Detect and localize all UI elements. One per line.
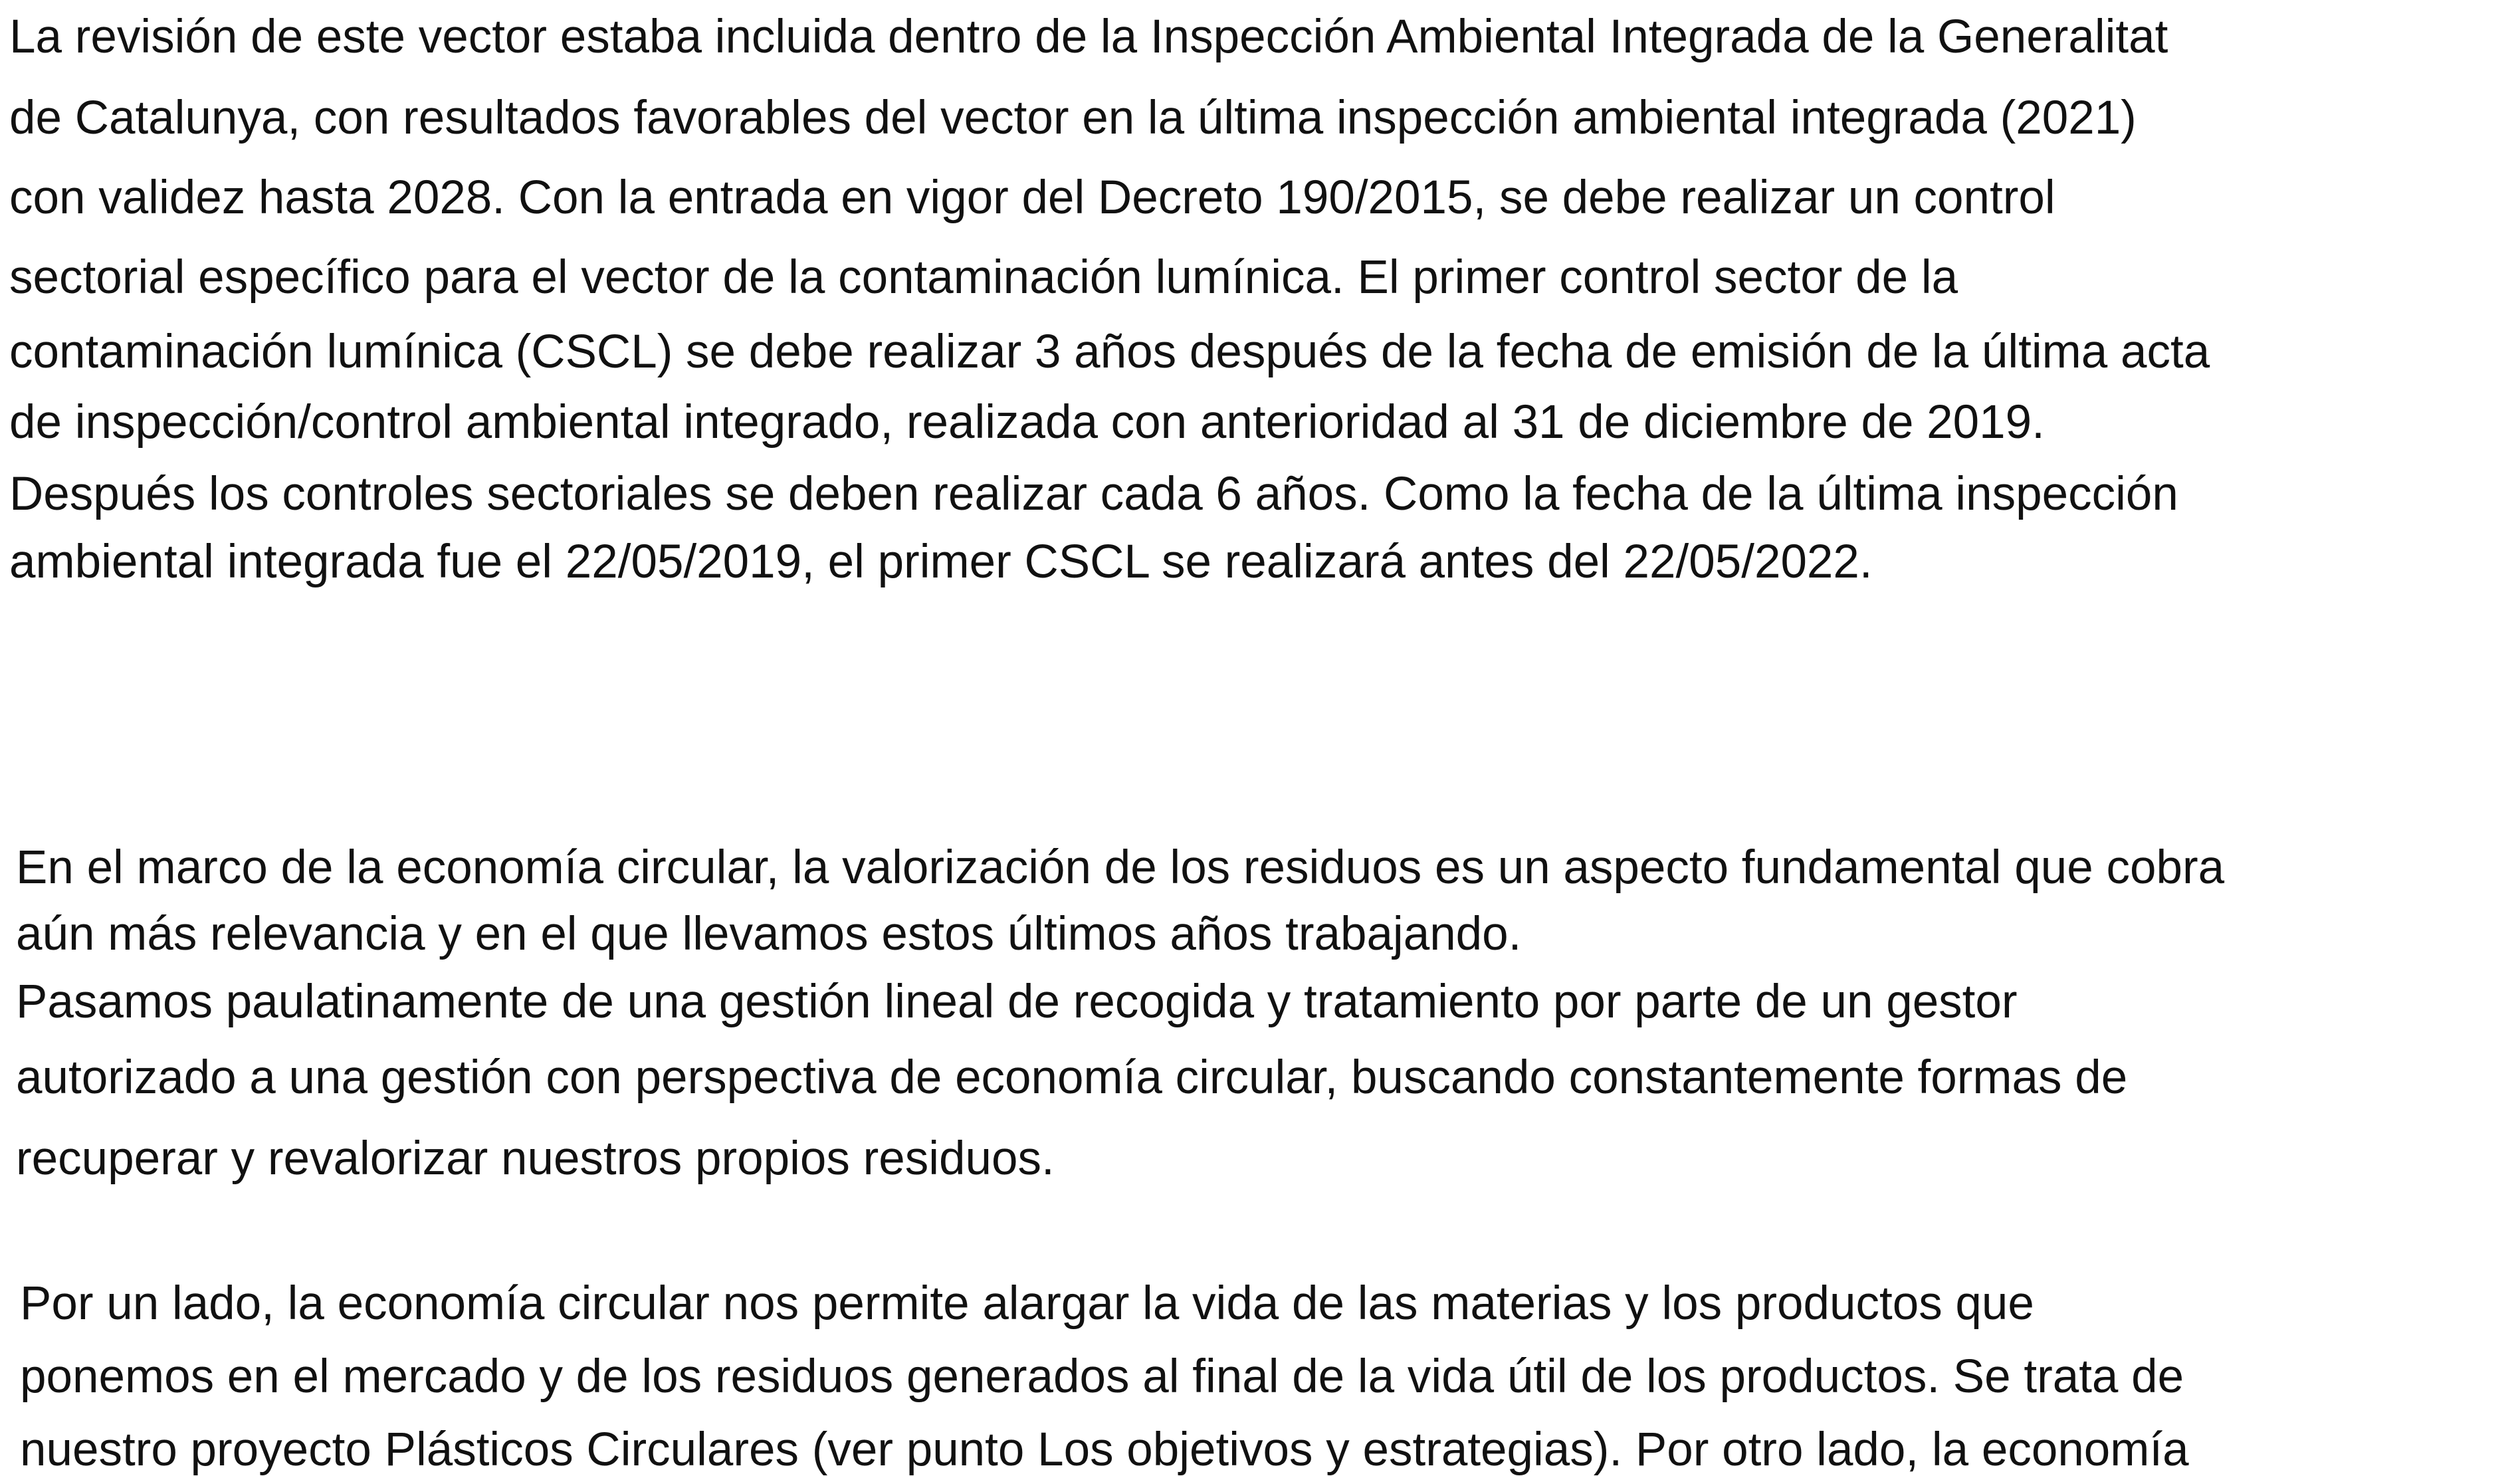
- text-line: autorizado a una gestión con perspectiva de economía circular, buscando constantemente formas de: [16, 1051, 2128, 1104]
- text-line: contaminación lumínica (CSCL) se debe realizar 3 años después de la fecha de emisión de la última acta: [9, 326, 2210, 378]
- text-line: Después los controles sectoriales se deben realizar cada 6 años. Como la fecha de la última inspección: [9, 468, 2178, 520]
- text-line: La revisión de este vector estaba incluida dentro de la Inspección Ambiental Integrada de la Generalitat: [9, 11, 2168, 63]
- text-line: Pasamos paulatinamente de una gestión lineal de recogida y tratamiento por parte de un gestor: [16, 976, 2018, 1028]
- text-line: sectorial específico para el vector de la contaminación lumínica. El primer control sector de la: [9, 251, 1958, 304]
- text-line: nuestro proyecto Plásticos Circulares (ver punto Los objetivos y estrategias). Por otro lado, la economía: [20, 1423, 2189, 1476]
- text-line: de inspección/control ambiental integrado, realizada con anterioridad al 31 de diciembre de 2019.: [9, 396, 2045, 449]
- text-line: aún más relevancia y en el que llevamos estos últimos años trabajando.: [16, 908, 1522, 960]
- text-line: En el marco de la economía circular, la valorización de los residuos es un aspecto fundamental que cobra: [16, 841, 2225, 894]
- text-line: ponemos en el mercado y de los residuos generados al final de la vida útil de los productos. Se trata de: [20, 1350, 2184, 1403]
- text-line: ambiental integrada fue el 22/05/2019, el primer CSCL se realizará antes del 22/05/2022.: [9, 536, 1873, 588]
- text-line: de Catalunya, con resultados favorables del vector en la última inspección ambiental integrada (2021): [9, 92, 2137, 144]
- text-line: con validez hasta 2028. Con la entrada en vigor del Decreto 190/2015, se debe realizar un control: [9, 171, 2055, 224]
- text-line: recuperar y revalorizar nuestros propios residuos.: [16, 1132, 1055, 1185]
- text-line: Por un lado, la economía circular nos permite alargar la vida de las materias y los productos que: [20, 1277, 2034, 1330]
